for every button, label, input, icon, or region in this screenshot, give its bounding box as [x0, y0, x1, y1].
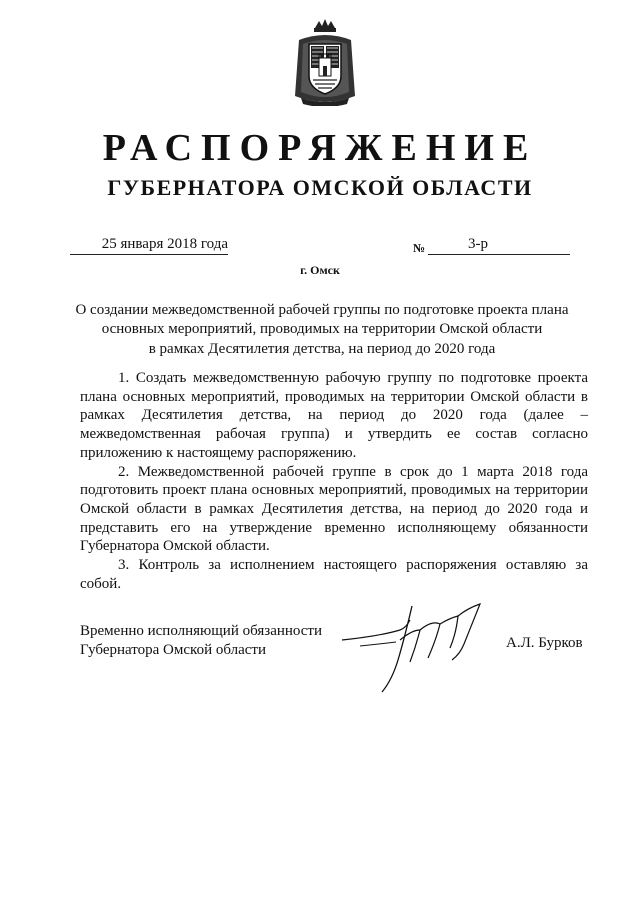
omsk-coat-of-arms-icon: [291, 18, 359, 106]
signer-position-line: Временно исполняющий обязанности: [80, 623, 323, 639]
document-number-field: [428, 234, 570, 255]
document-heading: [60, 301, 584, 359]
handwritten-signature-icon: [340, 600, 500, 700]
number-sign: №: [413, 241, 426, 255]
document-number: 3-р: [468, 236, 488, 252]
paragraph-2: 2. Межведомственной рабочей группе в срок до 1 марта 2018 года подготовить проект плана основных мероприятий, проводимых на территории Омской области в рамках Десятилетия детства, на период до 2020 года и представить его на утверждение временно исполняющему обязанности Губернатора Омской области.: [80, 463, 588, 555]
document-subtitle: ГУБЕРНАТОРА ОМСКОЙ ОБЛАСТИ: [107, 175, 533, 200]
paragraph-3: 3. Контроль за исполнением настоящего распоряжения оставляю за собой.: [80, 557, 588, 592]
paragraph-1: 1. Создать межведомственную рабочую группу по подготовке проекта плана основных мероприятий, проводимых на территории Омской области в рамках Десятилетия детства, на период до 2020 года (далее – межведомственная рабочая группа) и утвердить ее состав согласно приложению к настоящему распоряжению.: [80, 370, 588, 461]
signer-position: [80, 622, 322, 659]
document-body: [80, 369, 588, 593]
heading-line: О создании межведомственной рабочей группы по подготовке проекта плана: [75, 302, 569, 318]
signer-position-line: Губернатора Омской области: [80, 641, 266, 658]
document-date: 25 января 2018 года: [70, 234, 228, 255]
document-title: РАСПОРЯЖЕНИЕ: [102, 127, 538, 169]
heading-line: основных мероприятий, проводимых на территории Омской области: [101, 321, 543, 338]
heading-line: в рамках Десятилетия детства, на период до 2020 года: [148, 340, 496, 357]
document-city: г. Омск: [300, 263, 340, 277]
signer-name: А.Л. Бурков: [506, 635, 583, 651]
